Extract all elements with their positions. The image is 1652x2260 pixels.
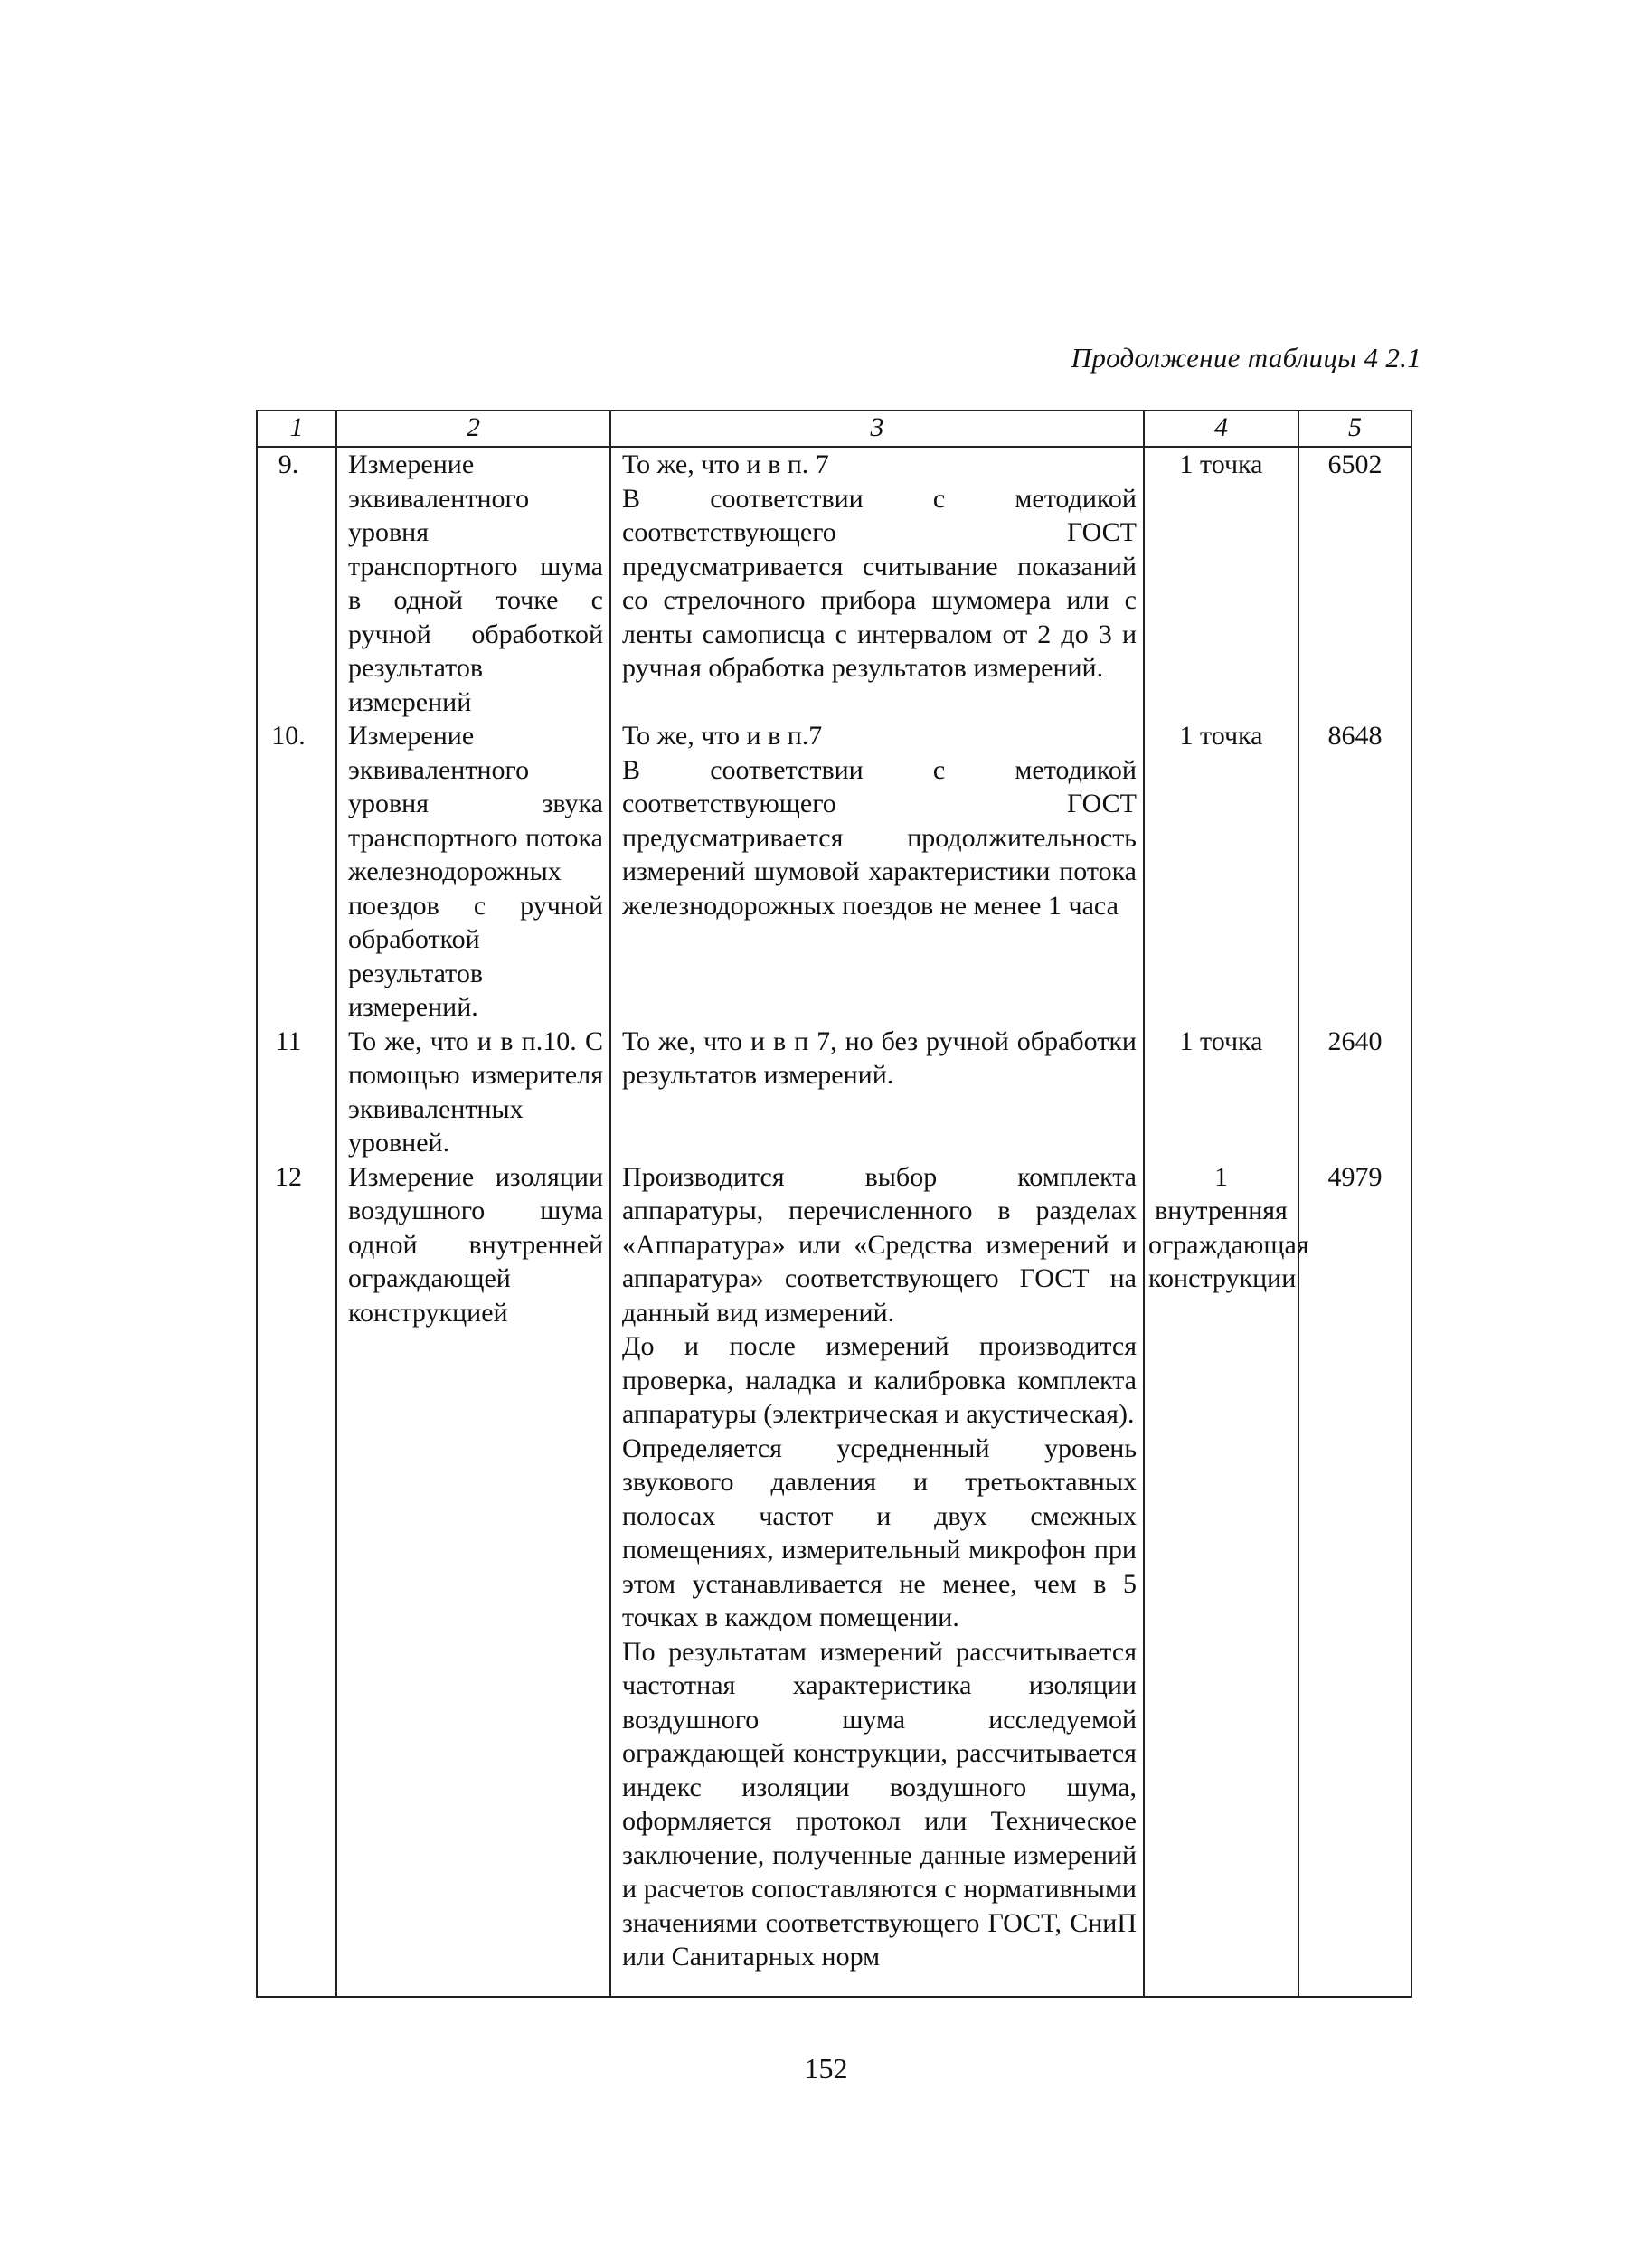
work-name: Измерение изоляции воздушного шума одной внутренней ограждающей конструкцией: [336, 1160, 610, 1997]
measure-unit: 1 внутренняя ограждающая конструкции: [1144, 1160, 1298, 1997]
description-paragraph: То же, что и в п. 7: [622, 449, 829, 479]
work-name: Измерение эквивалентного уровня звука транспортного потока железнодорожных поездов с ручной обработкой результатов измерений.: [336, 719, 610, 1025]
table-caption: Продолжение таблицы 4 2.1: [1071, 342, 1421, 374]
table-row: [257, 1025, 1411, 1160]
description-paragraph: Определяется усредненный уровень звукового давления и третьоктавных полосах частот и двух смежных помещениях, измерительный микрофон при этом устанавливается не менее, чем в 5 точках в каждом помещении.: [622, 1433, 1137, 1632]
table-header-row: [257, 411, 1411, 447]
description-paragraph: То же, что и в п 7, но без ручной обработки результатов измерений.: [622, 1026, 1137, 1090]
cost-value: 2640: [1298, 1025, 1411, 1160]
work-description: [610, 719, 1144, 1025]
description-paragraph: До и после измерений производится проверка, наладка и калибровка комплекта аппаратуры (электрическая и акустическая).: [622, 1331, 1137, 1429]
header-col-4: 4: [1144, 411, 1298, 447]
header-col-5: 5: [1298, 411, 1411, 447]
measure-unit: 1 точка: [1144, 1025, 1298, 1160]
row-number: 11: [257, 1025, 336, 1160]
description-paragraph: То же, что и в п.7: [622, 721, 823, 751]
description-paragraph: В соответствии с методикой соответствующего ГОСТ предусматривается продолжительность измерений шумовой характеристики потока железнодорожных поездов не менее 1 часа: [622, 754, 1137, 921]
work-name: Измерение эквивалентного уровня транспортного шума в одной точке с ручной обработкой результатов измерений: [336, 447, 610, 719]
description-paragraph: По результатам измерений рассчитывается частотная характеристика изоляции воздушного шума исследуемой ограждающей конструкции, рассчитывается индекс изоляции воздушного шума, оформляется протокол или Техническое заключение, полученные данные измерений и расчетов сопоставляются с нормативными значениями соответствующего ГОСТ, СниП или Санитарных норм: [622, 1636, 1137, 1972]
header-col-1: 1: [257, 411, 336, 447]
works-table: [256, 410, 1412, 1998]
table-row: [257, 1160, 1411, 1997]
header-col-2: 2: [336, 411, 610, 447]
measure-unit: 1 точка: [1144, 719, 1298, 1025]
page-number: 152: [804, 2052, 848, 2085]
cost-value: 4979: [1298, 1160, 1411, 1997]
description-paragraph: Производится выбор комплекта аппаратуры, перечисленного в разделах «Аппаратура» или «Средства измерений и аппаратура» соответствующего ГОСТ на данный вид измерений.: [622, 1161, 1137, 1328]
row-number: 10.: [257, 719, 336, 1025]
work-description: [610, 1160, 1144, 1997]
work-name: То же, что и в п.10. С помощью измерителя эквивалентных уровней.: [336, 1025, 610, 1160]
description-paragraph: В соответствии с методикой соответствующего ГОСТ предусматривается считывание показаний со стрелочного прибора шумомера или с ленты самописца с интервалом от 2 до 3 и ручная обработка результатов измерений.: [622, 483, 1137, 683]
row-number: 12: [257, 1160, 336, 1997]
row-number: 9.: [257, 447, 336, 719]
work-description: [610, 1025, 1144, 1160]
cost-value: 6502: [1298, 447, 1411, 719]
table-row: [257, 447, 1411, 719]
measure-unit: 1 точка: [1144, 447, 1298, 719]
cost-value: 8648: [1298, 719, 1411, 1025]
header-col-3: 3: [610, 411, 1144, 447]
table-row: [257, 719, 1411, 1025]
work-description: [610, 447, 1144, 719]
